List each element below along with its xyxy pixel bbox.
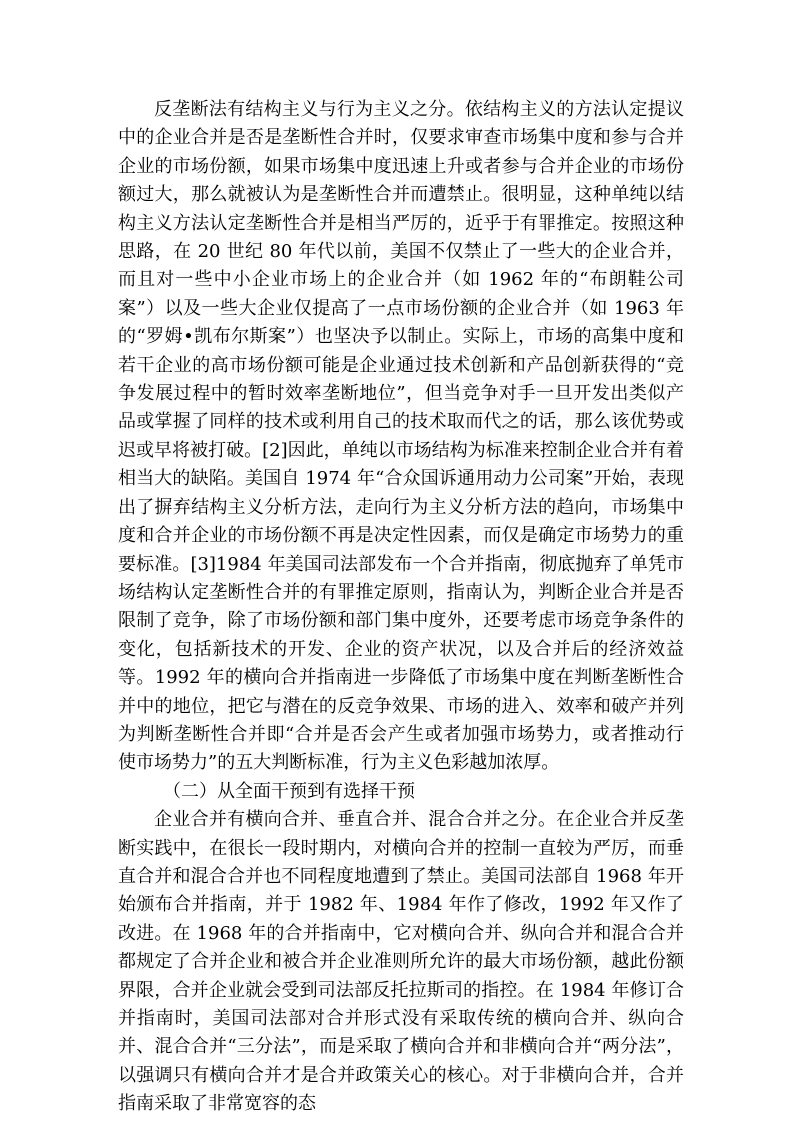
document-page xyxy=(118,96,684,1119)
body-paragraph: 反垄断法有结构主义与行为主义之分。依结构主义的方法认定提议中的企业合并是否是垄断性合并时，仅要求审查市场集中度和参与合并企业的市场份额，如果市场集中度迅速上升或者参与合并企业的市场份额过大，那么就被认为是垄断性合并而遭禁止。很明显，这种单纯以结构主义方法认定垄断性合并是相当严厉的，近乎于有罪推定。按照这种思路，在 20 世纪 80 年代以前，美国不仅禁止了一些大的企业合并，而且对一些中小企业市场上的企业合并（如 1962 年的“布朗鞋公司案”）以及一些大企业仅提高了一点市场份额的企业合并（如 1963 年的“罗姆•凯布尔斯案”）也坚决予以制止。实际上，市场的高集中度和若干企业的高市场份额可能是企业通过技术创新和产品创新获得的“竞争发展过程中的暂时效率垄断地位”，但当竞争对手一旦开发出类似产品或掌握了同样的技术或利用自己的技术取而代之的话，那么该优势或迟或早将被打破。[2]因此，单纯以市场结构为标准来控制企业合并有着相当大的缺陷。美国自 1974 年“合众国诉通用动力公司案”开始，表现出了摒弃结构主义分析方法，走向行为主义分析方法的趋向，市场集中度和合并企业的市场份额不再是决定性因素，而仅是确定市场势力的重要标准。[3]1984 年美国司法部发布一个合并指南，彻底抛弃了单凭市场结构认定垄断性合并的有罪推定原则，指南认为，判断企业合并是否限制了竞争，除了市场份额和部门集中度外，还要考虑市场竞争条件的变化，包括新技术的开发、企业的资产状况，以及合并后的经济效益等。1992 年的横向合并指南进一步降低了市场集中度在判断垄断性合并中的地位，把它与潜在的反竞争效果、市场的进入、效率和破产并列为判断垄断性合并即“合并是否会产生或者加强市场势力，或者推动行使市场势力”的五大判断标准，行为主义色彩越加浓厚。 xyxy=(118,99,684,774)
body-paragraph: 企业合并有横向合并、垂直合并、混合合并之分。在企业合并反垄断实践中，在很长一段时期内，对横向合并的控制一直较为严厉，而垂直合并和混合合并也不同程度地遭到了禁止。美国司法部自 1968 年开始颁布合并指南，并于 1982 年、1984 年作了修改，1992 年又作了改进。在 1968 年的合并指南中，它对横向合并、纵向合并和混合合并都规定了合并企业和被合并企业准则所允许的最大市场份额，越此份额界限，合并企业就会受到司法部反托拉斯司的指控。在 1984 年修订合并指南时，美国司法部对合并形式没有采取传统的横向合并、纵向合并、混合合并“三分法”，而是采取了横向合并和非横向合并“两分法”，以强调只有横向合并才是合并政策关心的核心。对于非横向合并，合并指南采取了非常宽容的态 xyxy=(118,809,684,1115)
section-heading: （二）从全面干预到有选择干预 xyxy=(163,780,415,802)
